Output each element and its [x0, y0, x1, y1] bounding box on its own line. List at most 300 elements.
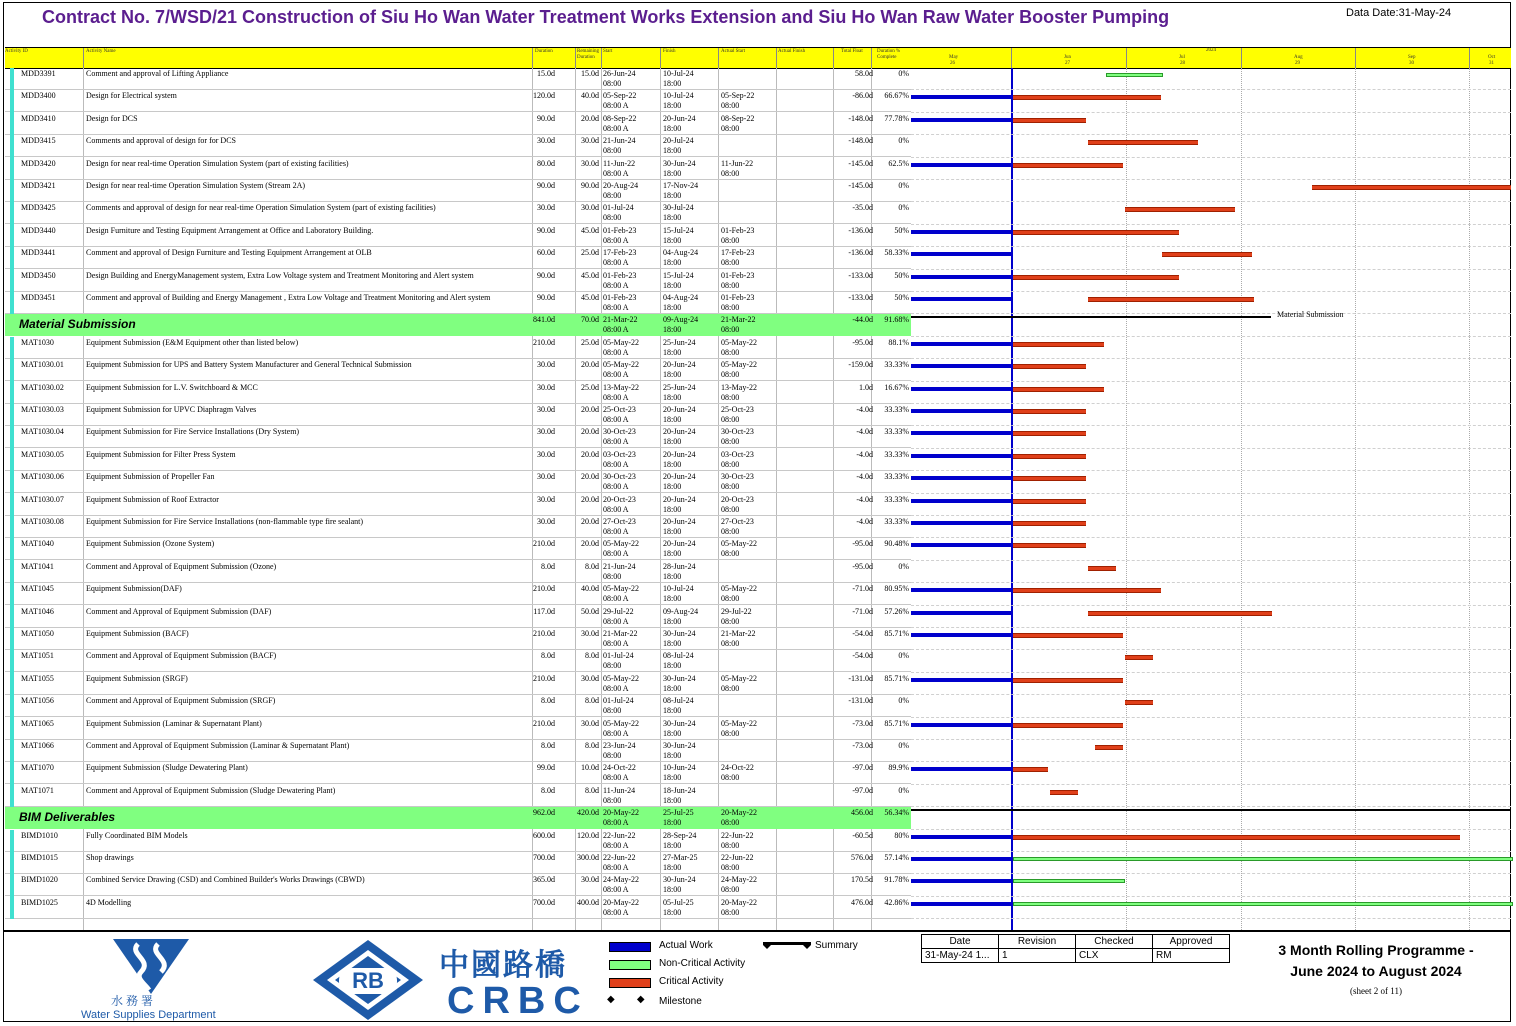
wbs-indent-bar	[10, 852, 14, 874]
pct-complete: 57.26%	[884, 606, 909, 616]
actual-work-bar[interactable]	[911, 387, 1011, 391]
actual-start-time: 08:00	[721, 482, 740, 492]
actual-start-time: 08:00	[721, 840, 740, 850]
activity-row[interactable]	[5, 538, 911, 560]
critical-activity-bar[interactable]	[1095, 745, 1123, 750]
wsd-english-name: Water Supplies Department	[81, 1009, 216, 1021]
activity-row[interactable]	[5, 337, 911, 359]
col-activity-name[interactable]: Activity Name	[86, 49, 116, 54]
actual-work-bar[interactable]	[911, 297, 1011, 301]
duration: 117.0d	[533, 606, 555, 616]
actual-work-bar[interactable]	[911, 342, 1011, 346]
non-critical-activity-bar[interactable]	[1013, 879, 1125, 883]
finish-date: 28-Jun-24	[663, 561, 696, 571]
start-date: 20-Aug-24	[603, 181, 639, 190]
finish-time: 18:00	[663, 527, 682, 536]
wbs-indent-bar	[10, 202, 14, 224]
total-float: -133.0d	[848, 293, 873, 302]
month-label: Aug	[1294, 55, 1303, 60]
activity-id: MAT1030.03	[21, 405, 64, 414]
wbs-indent-bar	[10, 583, 14, 605]
activity-id: MAT1056	[21, 696, 54, 706]
remaining-duration: 30.0d	[581, 718, 599, 728]
finish-time: 18:00	[663, 885, 682, 895]
activity-row[interactable]	[5, 785, 911, 807]
activity-row[interactable]	[5, 113, 911, 135]
finish-date: 27-Mar-25	[663, 853, 698, 862]
start-time: 08:00 A	[603, 123, 629, 133]
activity-row[interactable]	[5, 68, 911, 90]
total-float: 1.0d	[859, 382, 873, 392]
critical-activity-bar[interactable]	[1312, 185, 1511, 190]
actual-work-bar[interactable]	[911, 118, 1011, 122]
wbs-indent-bar	[10, 785, 14, 807]
activity-id: MAT1066	[21, 741, 54, 750]
finish-time: 18:00	[663, 437, 682, 447]
gantt-row-divider	[911, 493, 1511, 494]
data-date: Data Date:31-May-24	[1346, 7, 1452, 19]
activity-row[interactable]	[5, 762, 911, 784]
duration: 30.0d	[537, 517, 555, 526]
wbs-indent-bar	[10, 404, 14, 426]
activity-row[interactable]	[5, 180, 911, 202]
col-start[interactable]: Start	[603, 49, 613, 54]
total-float: -86.0d	[852, 91, 873, 101]
activity-row[interactable]	[5, 426, 911, 448]
activity-id: MAT1030.04	[21, 427, 64, 437]
pct-complete: 0%	[898, 203, 909, 213]
wbs-indent-bar	[10, 135, 14, 157]
summary-bar[interactable]	[911, 316, 1271, 318]
actual-start-time: 08:00	[721, 639, 740, 648]
remaining-duration: 8.0d	[585, 785, 599, 795]
duration: 30.0d	[537, 360, 555, 370]
activity-row[interactable]	[5, 561, 911, 583]
start-time: 08:00 A	[603, 728, 629, 738]
duration: 80.0d	[537, 158, 555, 168]
gantt-row-divider	[911, 896, 1511, 897]
col-remaining[interactable]: Remaining Duration	[577, 49, 599, 60]
summary-bar-label: Material Submission	[1277, 310, 1344, 320]
actual-start-date: 05-May-22	[721, 360, 757, 370]
wbs-indent-bar	[10, 673, 14, 695]
actual-start-date: 27-Oct-23	[721, 517, 754, 526]
start-time: 08:00 A	[603, 549, 629, 559]
activity-row[interactable]	[5, 90, 911, 112]
activity-name: Shop drawings	[86, 853, 134, 862]
actual-start-time: 08:00	[721, 885, 740, 895]
finish-time: 18:00	[663, 549, 682, 559]
start-date: 01-Feb-23	[603, 293, 637, 302]
actual-start-time: 08:00	[721, 258, 740, 268]
page-title: Contract No. 7/WSD/21 Construction of Siu Ho Wan Water Treatment Works Extension and Siu Ho Wan Raw Water Booster Pumping	[42, 7, 1170, 27]
gantt-row-divider	[911, 806, 1511, 807]
rb-text: RB	[352, 968, 384, 993]
activity-table	[5, 68, 911, 930]
pct-complete: 0%	[898, 785, 909, 795]
activity-row[interactable]	[5, 225, 911, 247]
approval-header-approved: Approved	[1153, 935, 1230, 949]
critical-activity-bar[interactable]	[1050, 790, 1078, 795]
actual-work-bar[interactable]	[911, 633, 1011, 637]
critical-activity-bar[interactable]	[1013, 499, 1086, 504]
wbs-group-row[interactable]	[5, 807, 911, 829]
activity-row[interactable]	[5, 718, 911, 740]
activity-name: Equipment Submission for L.V. Switchboard & MCC	[86, 382, 258, 392]
remaining-duration: 30.0d	[581, 875, 599, 885]
non-critical-activity-bar[interactable]	[1106, 73, 1163, 77]
start-date: 08-Sep-22	[603, 113, 637, 123]
remaining-duration: 420.0d	[577, 808, 599, 818]
activity-row[interactable]	[5, 673, 911, 695]
gantt-row-divider	[911, 873, 1511, 874]
actual-work-bar[interactable]	[911, 902, 1011, 906]
start-time: 08:00 A	[603, 280, 629, 290]
start-date: 17-Feb-23	[603, 248, 637, 258]
actual-work-bar[interactable]	[911, 163, 1011, 167]
critical-activity-bar[interactable]	[1013, 835, 1460, 840]
activity-name: Comment and Approval of Equipment Submission (Sludge Dewatering Plant)	[86, 785, 336, 795]
activity-row[interactable]	[5, 852, 911, 874]
actual-work-bar[interactable]	[911, 611, 1011, 615]
actual-start-time: 08:00	[721, 370, 740, 380]
total-float: -136.0d	[848, 225, 873, 235]
actual-work-bar[interactable]	[911, 431, 1011, 435]
finish-date: 20-Jun-24	[663, 427, 696, 437]
start-time: 08:00 A	[603, 840, 629, 850]
actual-work-bar[interactable]	[911, 588, 1011, 592]
actual-start-date: 24-Oct-22	[721, 763, 754, 773]
col-actual-start[interactable]: Actual Start	[721, 49, 746, 54]
start-date: 20-Oct-23	[603, 494, 636, 504]
critical-activity-bar[interactable]	[1013, 521, 1086, 526]
gantt-row-divider	[911, 739, 1511, 740]
programme-title	[1243, 940, 1509, 982]
critical-activity-bar[interactable]	[1125, 655, 1153, 660]
actual-work-bar[interactable]	[911, 678, 1011, 682]
critical-activity-bar[interactable]	[1013, 230, 1179, 235]
wbs-indent-bar	[10, 90, 14, 112]
wbs-group-row[interactable]	[5, 314, 911, 336]
summary-bar[interactable]	[911, 809, 1511, 811]
duration: 700.0d	[533, 853, 555, 862]
gantt-row-divider	[911, 582, 1511, 583]
actual-work-bar[interactable]	[911, 543, 1011, 547]
pct-complete: 0%	[898, 696, 909, 706]
gantt-row-divider	[911, 179, 1511, 180]
col-actual-finish[interactable]: Actual Finish	[778, 49, 806, 54]
remaining-duration: 10.0d	[581, 763, 599, 773]
activity-name: Design for Electrical system	[86, 91, 177, 101]
finish-date: 20-Jun-24	[663, 113, 696, 123]
actual-work-bar[interactable]	[911, 521, 1011, 525]
activity-row[interactable]	[5, 897, 911, 919]
activity-id: MAT1030.01	[21, 360, 64, 370]
finish-time: 18:00	[663, 303, 682, 312]
gantt-row-divider	[911, 694, 1511, 695]
activity-row[interactable]	[5, 158, 911, 180]
remaining-duration: 25.0d	[581, 248, 599, 258]
critical-activity-bar[interactable]	[1013, 342, 1104, 347]
month-label: Sep	[1408, 55, 1416, 60]
activity-row[interactable]	[5, 695, 911, 717]
actual-start-date: 22-Jun-22	[721, 853, 754, 862]
activity-row[interactable]	[5, 382, 911, 404]
start-date: 23-Jun-24	[603, 741, 636, 750]
actual-work-bar[interactable]	[911, 857, 1011, 861]
start-date: 05-May-22	[603, 360, 639, 370]
duration: 30.0d	[537, 427, 555, 437]
finish-time: 18:00	[663, 751, 682, 760]
actual-work-bar[interactable]	[911, 454, 1011, 458]
critical-activity-bar[interactable]	[1013, 723, 1123, 728]
actual-work-bar[interactable]	[911, 275, 1011, 279]
activity-row[interactable]	[5, 874, 911, 896]
activity-id: MAT1030	[21, 337, 54, 347]
activity-id: MAT1046	[21, 606, 54, 616]
critical-activity-bar[interactable]	[1125, 207, 1235, 212]
remaining-duration: 70.0d	[581, 315, 599, 325]
critical-activity-bar[interactable]	[1013, 95, 1161, 100]
start-date: 03-Oct-23	[603, 449, 636, 459]
approval-approved: RM	[1153, 949, 1230, 963]
actual-start-date: 20-May-22	[721, 897, 757, 907]
actual-start-date: 30-Oct-23	[721, 427, 754, 437]
start-date: 05-May-22	[603, 718, 639, 728]
actual-work-bar[interactable]	[911, 252, 1011, 256]
activity-row[interactable]	[5, 830, 911, 852]
timescale-year: 2024	[1206, 48, 1216, 53]
wbs-indent-bar	[10, 628, 14, 650]
wbs-indent-bar	[10, 538, 14, 560]
finish-time: 18:00	[663, 347, 682, 357]
activity-row[interactable]	[5, 628, 911, 650]
legend-actual-swatch	[609, 942, 651, 952]
duration: 30.0d	[537, 494, 555, 504]
finish-date: 30-Jun-24	[663, 158, 696, 168]
start-time: 08:00 A	[603, 415, 629, 424]
wbs-indent-bar	[10, 762, 14, 784]
actual-work-bar[interactable]	[911, 409, 1011, 413]
total-float: -71.0d	[852, 584, 873, 594]
critical-activity-bar[interactable]	[1013, 431, 1086, 436]
finish-date: 15-Jul-24	[663, 225, 694, 235]
non-critical-activity-bar[interactable]	[1013, 857, 1513, 861]
actual-work-bar[interactable]	[911, 95, 1011, 99]
wbs-indent-bar	[10, 516, 14, 538]
actual-work-bar[interactable]	[911, 499, 1011, 503]
critical-activity-bar[interactable]	[1013, 163, 1123, 168]
total-float: -97.0d	[852, 763, 873, 773]
start-date: 21-Jun-24	[603, 136, 636, 146]
activity-row[interactable]	[5, 202, 911, 224]
activity-name: Comment and approval of Building and Energy Management , Extra Low Voltage and Treatment Monitoring and Alert system	[86, 293, 491, 302]
critical-activity-bar[interactable]	[1013, 387, 1104, 392]
start-date: 21-Mar-22	[603, 315, 638, 325]
finish-time: 18:00	[663, 325, 682, 335]
critical-activity-bar[interactable]	[1013, 275, 1179, 280]
activity-row[interactable]	[5, 449, 911, 471]
actual-work-bar[interactable]	[911, 879, 1011, 883]
start-time: 08:00	[603, 751, 622, 760]
finish-date: 04-Aug-24	[663, 293, 699, 302]
activity-id: MAT1030.02	[21, 382, 64, 392]
total-float: 476.0d	[851, 897, 873, 907]
month-gridline	[1469, 68, 1470, 930]
total-float: -97.0d	[852, 785, 873, 795]
wbs-indent-bar	[10, 449, 14, 471]
col-activity-id[interactable]: Activity ID	[5, 49, 28, 54]
actual-start-time: 08:00	[721, 280, 740, 290]
activity-id: MAT1050	[21, 629, 54, 638]
actual-work-bar[interactable]	[911, 723, 1011, 727]
start-time: 08:00 A	[603, 325, 629, 335]
actual-start-time: 08:00	[721, 459, 740, 469]
start-time: 08:00 A	[603, 258, 629, 268]
finish-time: 18:00	[663, 392, 682, 402]
activity-row[interactable]	[5, 740, 911, 762]
activity-id: MAT1071	[21, 785, 54, 795]
start-time: 08:00	[603, 191, 622, 200]
wbs-indent-bar	[10, 225, 14, 247]
critical-activity-bar[interactable]	[1162, 252, 1252, 257]
remaining-duration: 20.0d	[581, 113, 599, 123]
gantt-row-divider	[911, 157, 1511, 158]
finish-time: 18:00	[663, 504, 682, 514]
activity-name: Equipment Submission for Fire Service Installations (non-flammable type fire sealant)	[86, 517, 364, 526]
activity-name: Equipment Submission (Laminar & Supernatant Plant)	[86, 718, 262, 728]
col-total-float[interactable]: Total Float	[841, 49, 863, 54]
activity-row[interactable]	[5, 516, 911, 538]
remaining-duration: 20.0d	[581, 405, 599, 414]
start-date: 27-Oct-23	[603, 517, 636, 526]
pct-complete: 33.33%	[884, 494, 909, 504]
critical-activity-bar[interactable]	[1013, 454, 1086, 459]
col-duration[interactable]: Duration	[535, 49, 553, 54]
activity-name: Equipment Submission (Sludge Dewatering Plant)	[86, 763, 248, 773]
start-date: 01-Jul-24	[603, 651, 634, 661]
remaining-duration: 15.0d	[581, 69, 599, 78]
actual-start-date: 17-Feb-23	[721, 248, 755, 258]
activity-row[interactable]	[5, 606, 911, 628]
actual-work-bar[interactable]	[911, 767, 1011, 771]
critical-activity-bar[interactable]	[1013, 409, 1086, 414]
activity-row[interactable]	[5, 135, 911, 157]
gantt-row-divider	[911, 381, 1511, 382]
start-time: 08:00 A	[603, 863, 629, 872]
finish-time: 18:00	[663, 168, 682, 178]
start-time: 08:00 A	[603, 818, 629, 828]
critical-activity-bar[interactable]	[1125, 700, 1153, 705]
start-date: 05-May-22	[603, 673, 639, 683]
activity-row[interactable]	[5, 471, 911, 493]
finish-date: 25-Jul-25	[663, 808, 694, 818]
start-time: 08:00	[603, 213, 622, 223]
start-time: 08:00	[603, 706, 622, 716]
critical-activity-bar[interactable]	[1013, 767, 1048, 772]
actual-start-date: 05-Sep-22	[721, 91, 755, 101]
actual-work-bar[interactable]	[911, 230, 1011, 234]
finish-time: 18:00	[663, 818, 682, 828]
pct-complete: 33.33%	[884, 449, 909, 459]
total-float: -148.0d	[848, 136, 873, 146]
pct-complete: 50%	[894, 225, 909, 235]
actual-start-date: 29-Jul-22	[721, 606, 752, 616]
finish-time: 18:00	[663, 907, 682, 917]
finish-time: 18:00	[663, 235, 682, 245]
activity-name: Equipment Submission (BACF)	[86, 629, 189, 638]
finish-date: 20-Jun-24	[663, 517, 696, 526]
actual-start-time: 08:00	[721, 235, 740, 245]
actual-work-bar[interactable]	[911, 364, 1011, 368]
activity-row[interactable]	[5, 247, 911, 269]
actual-work-bar[interactable]	[911, 476, 1011, 480]
activity-row[interactable]	[5, 404, 911, 426]
remaining-duration: 30.0d	[581, 158, 599, 168]
finish-date: 25-Jun-24	[663, 337, 696, 347]
critical-activity-bar[interactable]	[1088, 140, 1198, 145]
duration: 8.0d	[541, 785, 555, 795]
gantt-row-divider	[911, 89, 1511, 90]
finish-date: 20-Jun-24	[663, 360, 696, 370]
total-float: 576.0d	[851, 853, 873, 862]
activity-id: BIMD1025	[21, 897, 58, 907]
critical-activity-bar[interactable]	[1013, 476, 1086, 481]
activity-row[interactable]	[5, 359, 911, 381]
activity-row[interactable]	[5, 650, 911, 672]
critical-activity-bar[interactable]	[1088, 611, 1272, 616]
start-date: 11-Jun-24	[603, 785, 636, 795]
activity-row[interactable]	[5, 583, 911, 605]
activity-row[interactable]	[5, 270, 911, 292]
month-gridline	[1126, 68, 1127, 930]
col-pct-complete[interactable]: Duration % Complete	[877, 49, 901, 60]
critical-activity-bar[interactable]	[1013, 633, 1123, 638]
activity-row[interactable]	[5, 292, 911, 314]
wbs-indent-bar	[10, 426, 14, 448]
critical-activity-bar[interactable]	[1013, 118, 1086, 123]
start-date: 13-May-22	[603, 382, 639, 392]
duration: 90.0d	[537, 113, 555, 123]
col-finish[interactable]: Finish	[663, 49, 676, 54]
critical-activity-bar[interactable]	[1013, 364, 1086, 369]
total-float: -44.0d	[852, 315, 873, 325]
non-critical-activity-bar[interactable]	[1013, 902, 1513, 906]
activity-name: Equipment Submission of Propeller Fan	[86, 472, 215, 482]
critical-activity-bar[interactable]	[1013, 678, 1123, 683]
actual-work-bar[interactable]	[911, 835, 1011, 839]
actual-start-time: 08:00	[721, 818, 740, 828]
start-time: 08:00 A	[603, 527, 629, 536]
pct-complete: 0%	[898, 741, 909, 750]
wbs-indent-bar	[10, 359, 14, 381]
start-date: 24-Oct-22	[603, 763, 636, 773]
critical-activity-bar[interactable]	[1088, 297, 1254, 302]
critical-activity-bar[interactable]	[1013, 588, 1161, 593]
activity-row[interactable]	[5, 494, 911, 516]
start-time: 08:00 A	[603, 437, 629, 447]
pct-complete: 33.33%	[884, 405, 909, 414]
activity-name: Combined Service Drawing (CSD) and Combined Builder's Works Drawings (CBWD)	[86, 875, 365, 885]
start-time: 08:00	[603, 146, 622, 156]
pct-complete: 0%	[898, 651, 909, 661]
finish-date: 20-Jun-24	[663, 405, 696, 414]
duration: 8.0d	[541, 696, 555, 706]
critical-activity-bar[interactable]	[1088, 566, 1116, 571]
critical-activity-bar[interactable]	[1013, 543, 1086, 548]
activity-name: Fully Coordinated BIM Models	[86, 830, 188, 840]
actual-start-time: 08:00	[721, 168, 740, 178]
